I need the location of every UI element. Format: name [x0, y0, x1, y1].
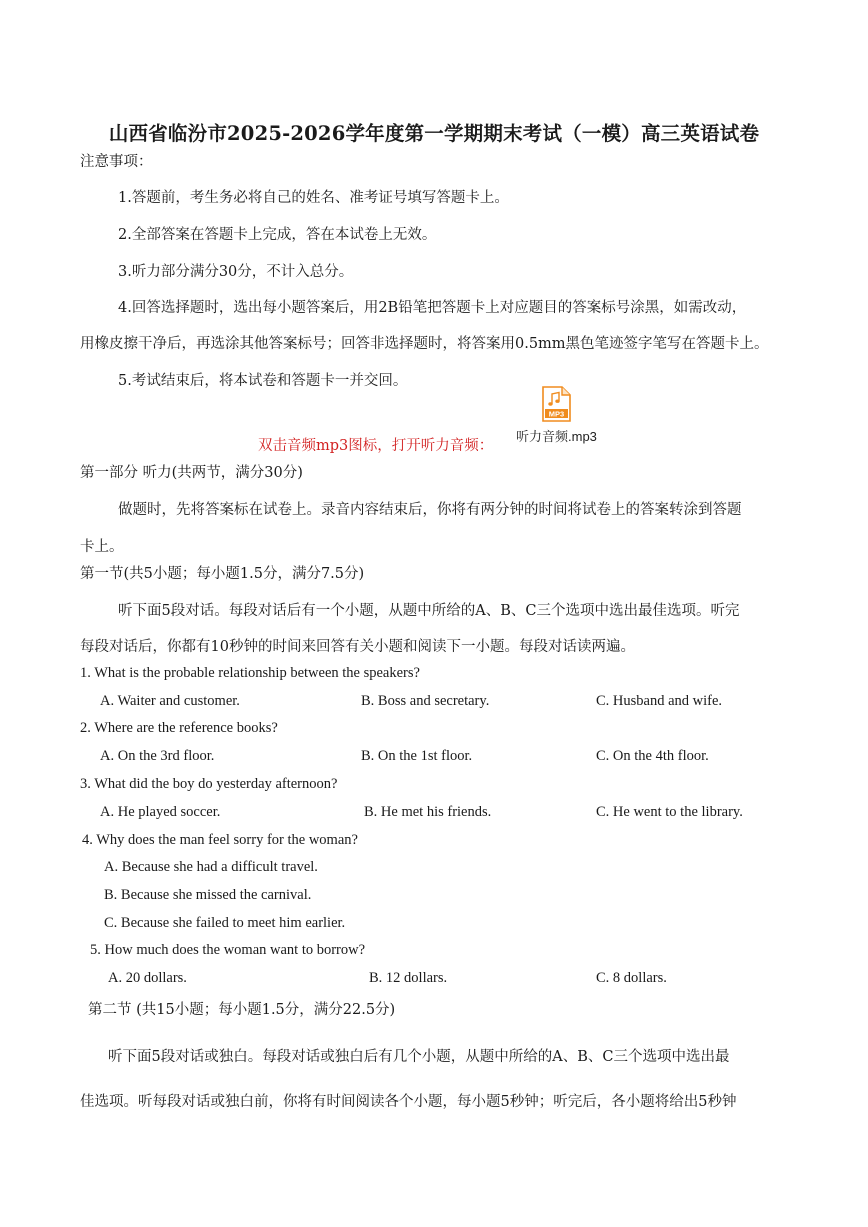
part1-intro-line1: 做题时，先将答案标在试卷上。录音内容结束后，你将有两分钟的时间将试卷上的答案转涂到答题: [118, 502, 742, 518]
question-1: 1. What is the probable relationship between the speakers?: [80, 665, 420, 681]
q1-option-a: A. Waiter and customer.: [100, 693, 240, 709]
question-2: 2. Where are the reference books?: [80, 720, 278, 736]
q2-option-c: C. On the 4th floor.: [596, 748, 709, 764]
q4-option-c: C. Because she failed to meet him earlier.: [104, 915, 346, 931]
section2-heading: 第二节 (共15小题；每小题1.5分，满分22.5分): [88, 1002, 396, 1018]
q5-option-c: C. 8 dollars.: [596, 970, 667, 986]
part1-intro-line2: 卡上。: [80, 539, 124, 555]
section2-intro-line1: 听下面5段对话或独白。每段对话或独白后有几个小题，从题中所给的A、B、C三个选项中选出最: [108, 1049, 730, 1065]
part1-heading: 第一部分 听力(共两节，满分30分): [80, 465, 303, 481]
q2-option-a: A. On the 3rd floor.: [100, 748, 215, 764]
notice-item-2: 2.全部答案在答题卡上完成，答在本试卷上无效。: [118, 227, 437, 243]
q1-option-b: B. Boss and secretary.: [361, 693, 490, 709]
q3-option-c: C. He went to the library.: [596, 804, 743, 820]
section1-intro-line1: 听下面5段对话。每段对话后有一个小题，从题中所给的A、B、C三个选项中选出最佳选项。听完: [118, 603, 740, 619]
question-3: 3. What did the boy do yesterday afternoon?: [80, 776, 338, 792]
q4-option-b: B. Because she missed the carnival.: [104, 887, 312, 903]
section1-heading: 第一节(共5小题；每小题1.5分，满分7.5分): [80, 566, 365, 582]
q5-option-b: B. 12 dollars.: [369, 970, 448, 986]
section2-intro-line2: 佳选项。听每段对话或独白前，你将有时间阅读各个小题，每小题5秒钟；听完后，各小题将给出5秒钟: [80, 1094, 737, 1110]
audio-file-name[interactable]: 听力音频.mp3: [516, 429, 597, 444]
page-title: 山西省临汾市2025-2026学年度第一学期期末考试（一模）高三英语试卷: [108, 122, 760, 145]
notice-item-4-continued: 用橡皮擦干净后，再选涂其他答案标号；回答非选择题时，将答案用0.5mm黑色笔迹签字笔写在答题卡上。: [80, 336, 769, 352]
notice-item-4: 4.回答选择题时，选出每小题答案后，用2B铅笔把答题卡上对应题目的答案标号涂黑，如需改动，: [118, 300, 747, 316]
mp3-icon-text: MP3: [548, 409, 565, 419]
q3-option-a: A. He played soccer.: [100, 804, 221, 820]
mp3-file-icon[interactable]: [540, 386, 572, 422]
q2-option-b: B. On the 1st floor.: [361, 748, 473, 764]
q1-option-c: C. Husband and wife.: [596, 693, 723, 709]
q3-option-b: B. He met his friends.: [364, 804, 492, 820]
notice-heading: 注意事项：: [80, 154, 153, 170]
notice-item-3: 3.听力部分满分30分，不计入总分。: [118, 264, 354, 280]
question-5: 5. How much does the woman want to borrow?: [90, 942, 366, 958]
section1-intro-line2: 每段对话后，你都有10秒钟的时间来回答有关小题和阅读下一小题。每段对话读两遍。: [80, 639, 635, 655]
question-4: 4. Why does the man feel sorry for the woman?: [82, 832, 358, 848]
audio-instruction: 双击音频mp3图标，打开听力音频：: [258, 438, 494, 454]
notice-item-5: 5.考试结束后，将本试卷和答题卡一并交回。: [118, 373, 408, 389]
q4-option-a: A. Because she had a difficult travel.: [104, 859, 318, 875]
notice-item-1: 1.答题前，考生务必将自己的姓名、准考证号填写答题卡上。: [118, 190, 509, 206]
q5-option-a: A. 20 dollars.: [108, 970, 187, 986]
